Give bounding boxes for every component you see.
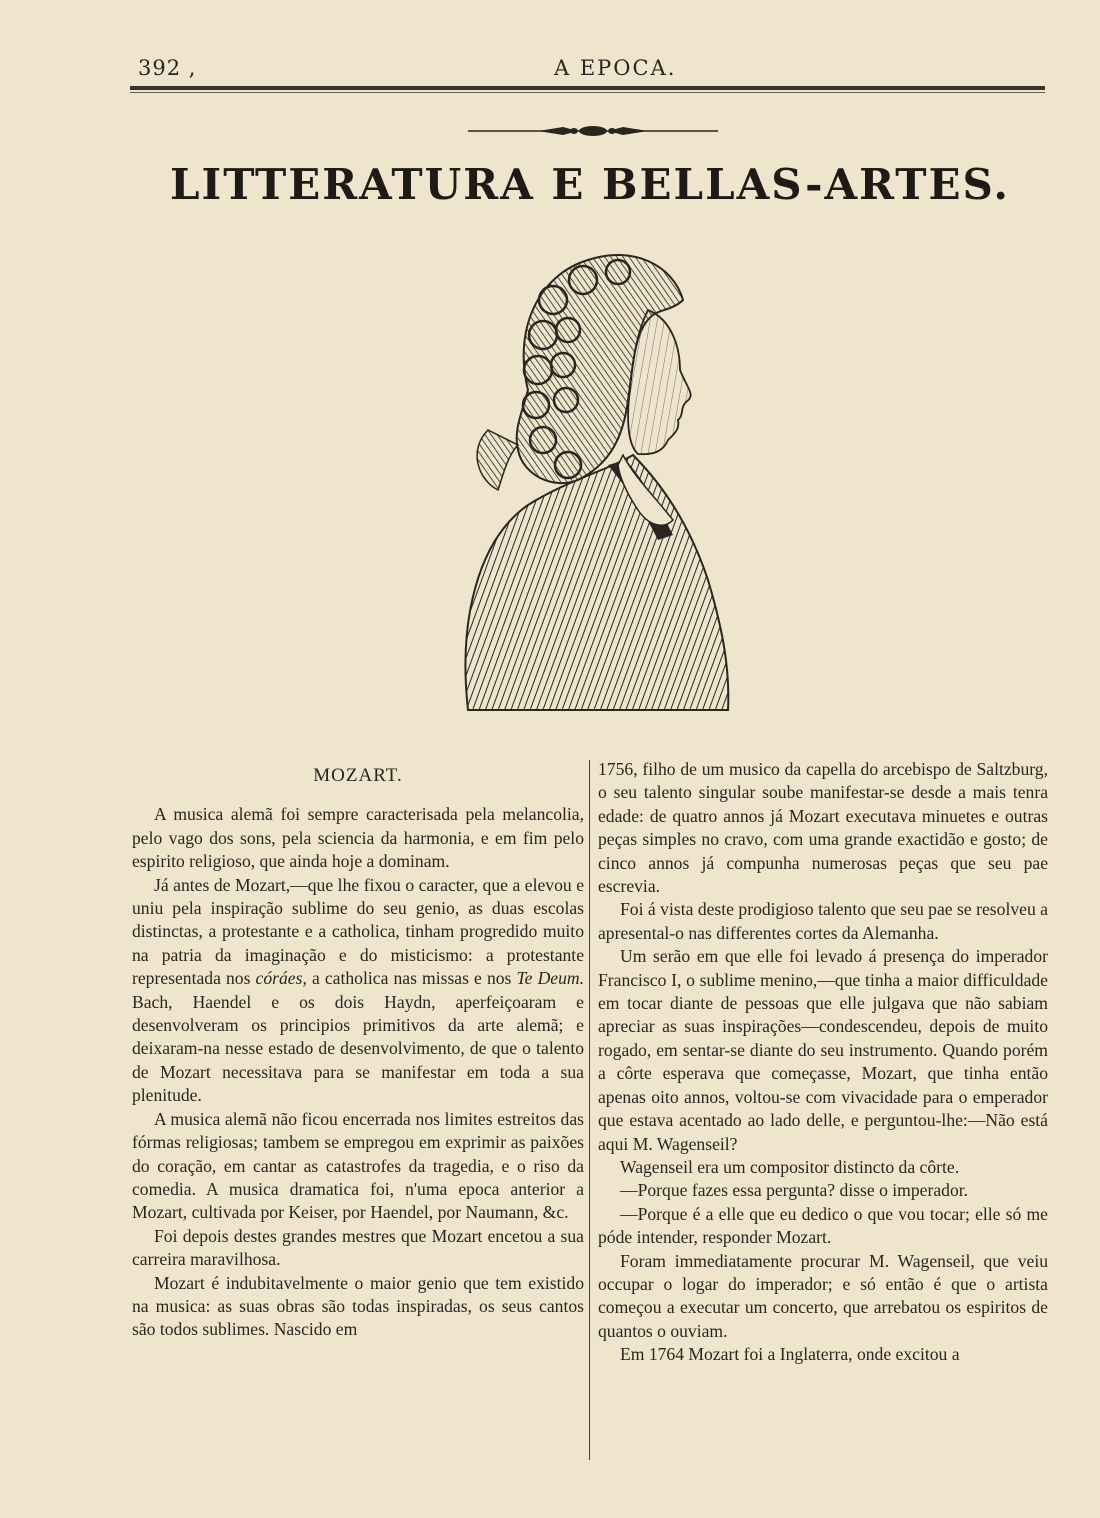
article-heading: MOZART. [313,765,403,786]
page-number: 392 , [138,56,197,80]
paragraph: Foram immediatamente procurar M. Wagenseil, que veiu occupar o logar do imperador; e só então é que o artista começou a executar um concerto, que arrebatou os espiritos de quantos o ouviam. [598,1250,1048,1341]
article-right-column [598,758,1048,1367]
paragraph: Foi á vista deste prodigioso talento que seu pae se resolveu a apresental-o nas differentes cortes da Alemanha. [598,899,1048,943]
text-run: Bach, Haendel e os dois Haydn, aperfeiçoaram e desenvolveram os principios primitivos da arte alemã; e deixaram-na nesse estado de desenvolvimento, de que o talento de Mozart necessitava para se manifestar em toda a sua plenitude. [132,991,584,1106]
paragraph [132,874,584,1108]
text-run: a catholica nas missas e nos [311,968,512,989]
paragraph: Mozart é indubitavelmente o maior genio que tem existido na musica: as suas obras são todas inspiradas, os seus cantos são todos sublimes. Nascido em [132,1272,584,1340]
paragraph: —Porque é a elle que eu dedico o que vou tocar; elle só me póde intender, responder Mozart. [598,1203,1048,1248]
paragraph: —Porque fazes essa pergunta? disse o imperador. [620,1180,969,1201]
paragraph: A musica alemã foi sempre caracterisada pela melancolia, pelo vago dos sons, pela sciencia da harmonia, e em fim pelo espirito religioso, que ainda hoje a dominam. [132,804,584,872]
header-rule [130,86,1045,90]
paragraph: Um serão em que elle foi levado á presença do imperador Francisco I, o sublime menino,—que tinha a maior difficuldade em tocar diante de pessoas que elle julgava que não sabiam apreciar as suas inspirações—condescendeu, depois de muito rogado, em sentar-se diante do seu instrumento. Quando porém a côrte esperava que começasse, Mozart, que tinha então apenas oito annos, voltou-se com vivacidade para o emperador que estava acentado ao lado delle, e perguntou-lhe:—Não está aqui M. Wagenseil? [598,946,1048,1154]
paragraph: Foi depois destes grandes mestres que Mozart encetou a sua carreira maravilhosa. [132,1225,584,1270]
paragraph: Wagenseil era um compositor distincto da côrte. [620,1156,960,1177]
paragraph: Em 1764 Mozart foi a Inglaterra, onde excitou a [620,1344,960,1365]
column-divider [589,760,590,1460]
section-title: LITTERATURA E BELLAS-ARTES. [170,160,1010,209]
paragraph: 1756, filho de um musico da capella do arcebispo de Saltzburg, o seu talento singular soube manifestar-se desde a mais tenra edade: de quatro annos já Mozart executava minuetes e outras peças simples no cravo, com uma grande exactidão e gosto; de cinco annos já compunha numerosas peças que seu pae escrevia. [598,759,1048,897]
paragraph: A musica alemã não ficou encerrada nos limites estreitos das fórmas religiosas; tambem se empregou em exprimir as paixões do coração, em cantar as catastrofes da tragedia, e o riso da comedia. A musica dramatica foi, n'uma epoca anterior a Mozart, cultivada por Keiser, por Haendel, por Naumann, &c. [132,1108,584,1223]
mozart-portrait-icon [458,240,734,716]
ornament-divider-icon [468,124,718,138]
header-rule-thin [130,92,1045,93]
italic-term: Te Deum. [516,968,585,989]
italic-term: córáes, [255,968,307,989]
article-left-column [132,758,584,1342]
running-title: A EPOCA. [554,56,677,80]
text-run: Já antes de Mozart,—que lhe fixou o caracter, que a elevou e uniu pela inspiração sublime do seu genio, as duas escolas distinctas, a protestante e a catholica, tinham progredido muito na patria da imaginação e do misticismo: a protestante representada nos [132,874,584,989]
